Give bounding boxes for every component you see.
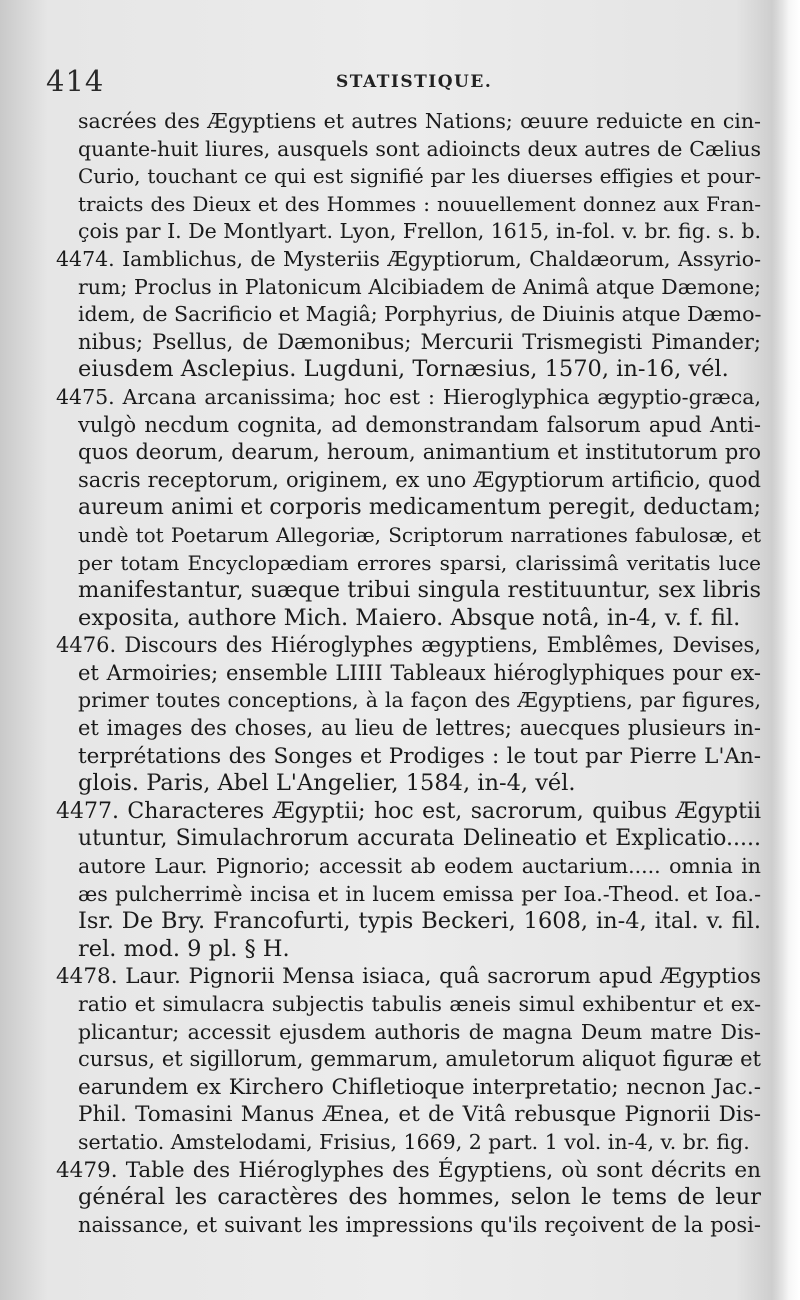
entry-first-line: 4474. Iamblichus, de Mysteriis Ægyptiorum, Chaldæorum, Assyrio- <box>56 246 761 271</box>
text-line: quos deorum, dearum, heroum, animantium et institutorum pro <box>78 440 761 465</box>
catalogue-entry-4478 <box>56 963 761 1156</box>
text-line: sacrées des Ægyptiens et autres Nations; œuure reduicte en cin- <box>78 109 761 133</box>
text-line: sacris receptorum, originem, ex uno Ægyptiorum artificio, quod <box>78 467 761 492</box>
page-number: 414 <box>46 64 105 98</box>
text-line: cursus, et sigillorum, gemmarum, amuletorum aliquot figuræ et <box>78 1047 761 1072</box>
entry-first-line: 4479. Table des Hiéroglyphes des Égyptiens, où sont décrits en <box>56 1157 761 1183</box>
text-line: aureum animi et corporis medicamentum peregit, deductam; <box>78 495 761 521</box>
text-line: Curio, touchant ce qui est signifié par les diuerses effigies et pour- <box>78 164 761 189</box>
text-line: traicts des Dieux et des Hommes : nouuellement donnez aux Fran- <box>78 191 761 216</box>
running-title: STATISTIQUE. <box>336 72 493 92</box>
text-line: sertatio. Amstelodami, Frisius, 1669, 2 part. 1 vol. in-4, v. br. fig. <box>78 1129 750 1154</box>
text-line: quante-huit liures, ausquels sont adioincts deux autres de Cælius <box>78 136 761 161</box>
catalogue-entry-4474 <box>56 246 761 384</box>
entry-first-line: 4477. Characteres Ægyptii; hoc est, sacrorum, quibus Ægyptii <box>56 798 761 824</box>
text-line: glois. Paris, Abel L'Angelier, 1584, in-4, vél. <box>78 770 576 797</box>
text-line: per totam Encyclopædiam errores sparsi, clarissimâ veritatis luce <box>78 550 761 575</box>
catalogue-entry-continuation <box>56 108 761 246</box>
page-header <box>46 64 746 104</box>
catalogue-text <box>56 108 761 1239</box>
text-line: Isr. De Bry. Francofurti, typis Beckeri, 1608, in-4, ital. v. fil. <box>78 908 761 935</box>
text-line: exposita, authore Mich. Maiero. Absque notâ, in-4, v. f. fil. <box>78 604 741 631</box>
text-line: earundem ex Kirchero Chifletioque interpretatio; necnon Jac.- <box>78 1074 761 1100</box>
text-line: et images des choses, au lieu de lettres; auecques plusieurs in- <box>78 716 761 741</box>
text-line: Phil. Tomasini Manus Ænea, et de Vitâ rebusque Pignorii Dis- <box>78 1102 761 1128</box>
entry-first-line: 4476. Discours des Hiéroglyphes ægyptiens, Emblêmes, Devises, <box>56 633 761 658</box>
catalogue-entry-4477 <box>56 798 761 964</box>
text-line: manifestantur, suæque tribui singula restituuntur, sex libris <box>78 577 761 604</box>
text-line: eiusdem Asclepius. Lugduni, Tornæsius, 1570, in-16, vél. <box>78 356 729 383</box>
text-line: général les caractères des hommes, selon le tems de leur <box>78 1184 761 1211</box>
text-line: naissance, et suivant les impressions qu'ils reçoivent de la posi- <box>78 1212 761 1237</box>
text-line: çois par I. De Montlyart. Lyon, Frellon, 1615, in-fol. v. br. fig. s. b. <box>78 219 761 244</box>
text-line: plicantur; accessit ejusdem authoris de magna Deum matre Dis- <box>78 1019 761 1044</box>
text-line: nibus; Psellus, de Dæmonibus; Mercurii Trismegisti Pimander; <box>78 329 761 354</box>
entry-first-line: 4478. Laur. Pignorii Mensa isiaca, quâ sacrorum apud Ægyptios <box>56 964 761 990</box>
text-line: primer toutes conceptions, à la façon des Ægyptiens, par figures, <box>78 688 761 713</box>
catalogue-entry-4479 <box>56 1157 761 1240</box>
text-line: æs pulcherrimè incisa et in lucem emissa per Ioa.-Theod. et Ioa.- <box>78 881 761 906</box>
entry-first-line: 4475. Arcana arcanissima; hoc est : Hieroglyphica ægyptio-græca, <box>56 384 761 409</box>
text-line: vulgò necdum cognita, ad demonstrandam falsorum apud Anti- <box>78 412 761 437</box>
text-line: ratio et simulacra subjectis tabulis æneis simul exhibentur et ex- <box>78 992 761 1016</box>
text-line: rel. mod. 9 pl. § H. <box>78 935 290 962</box>
text-line: undè tot Poetarum Allegoriæ, Scriptorum narrationes fabulosæ, et <box>78 522 761 547</box>
catalogue-entry-4476 <box>56 632 761 798</box>
text-line: utuntur, Simulachrorum accurata Delineatio et Explicatio..... <box>78 826 761 852</box>
text-line: rum; Proclus in Platonicum Alcibiadem de Animâ atque Dæmone; <box>78 274 761 299</box>
page-edge-shadow <box>772 0 800 1300</box>
text-line: et Armoiries; ensemble LIIII Tableaux hiéroglyphiques pour ex- <box>78 660 761 685</box>
catalogue-entry-4475 <box>56 384 761 632</box>
text-line: idem, de Sacrificio et Magiâ; Porphyrius, de Diuinis atque Dæmo- <box>78 302 761 327</box>
text-line: terprétations des Songes et Prodiges : le tout par Pierre L'An- <box>78 743 761 769</box>
text-line: autore Laur. Pignorio; accessit ab eodem auctarium..... omnia in <box>78 854 761 879</box>
